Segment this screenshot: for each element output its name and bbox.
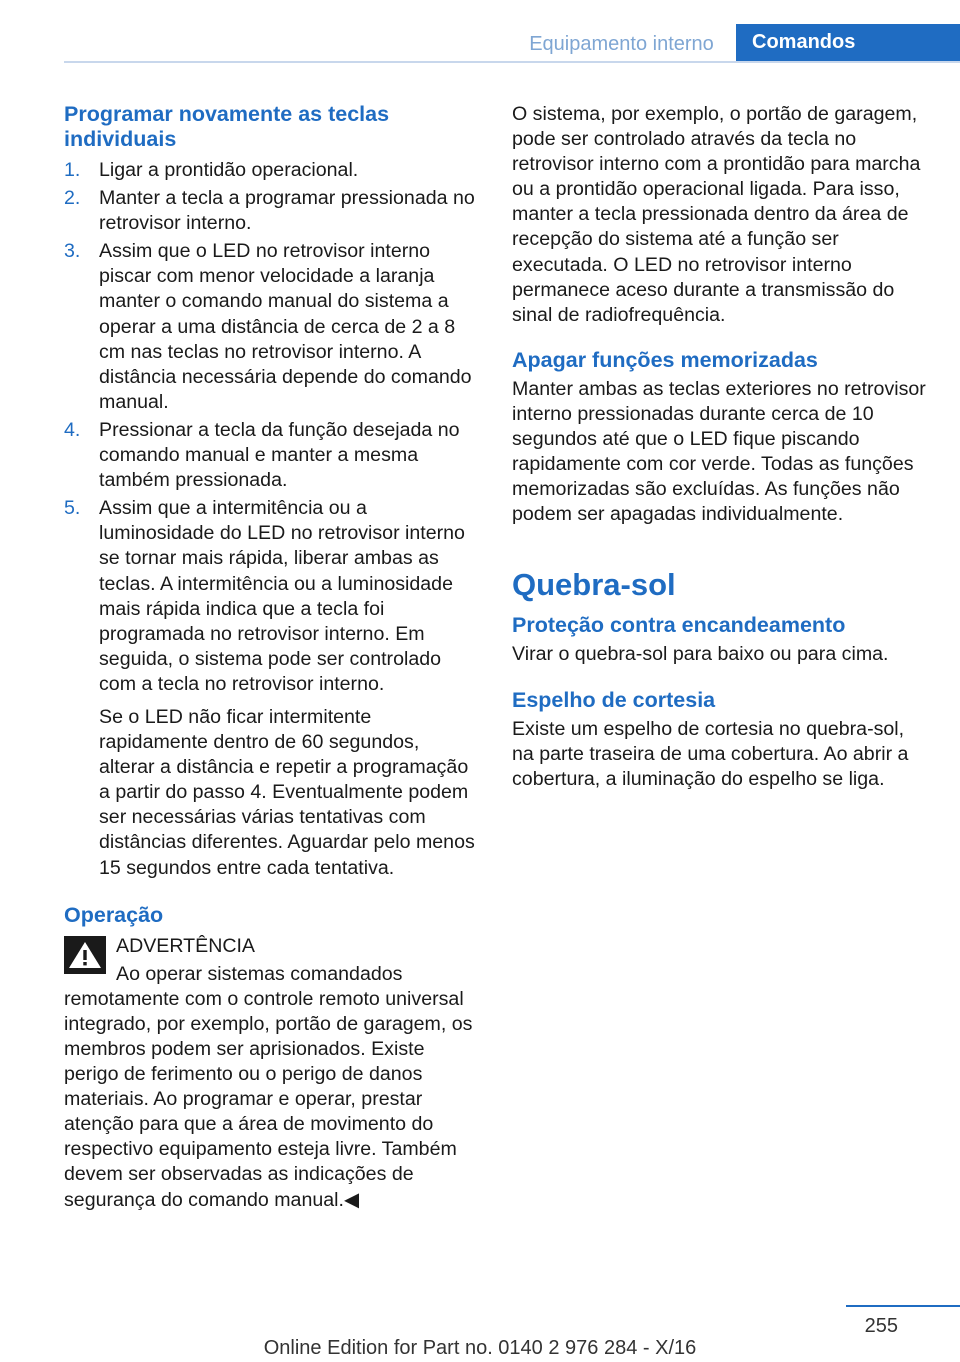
list-item <box>64 186 478 236</box>
heading-reprogram-keys: Programar novamente as teclas individuais <box>64 102 390 151</box>
step5-note: Se o LED não ficar intermitente rapidamente dentro de 60 segundos, alterar a distância e repetir a programação a partir do passo 4. Eventualmente podem ser necessárias várias tentativas com distâncias diferentes. Aguardar pelo menos 15 segundos entre cada tentativa. <box>99 705 475 879</box>
header-chapter-tab: Comandos <box>736 24 960 61</box>
right-column <box>512 102 926 792</box>
list-item <box>64 239 478 415</box>
list-item <box>64 418 478 493</box>
paragraph-vanity-mirror: Existe um espelho de cortesia no quebra-sol, na parte traseira de uma cobertura. Ao abrir a cobertura, a iluminação do espelho se liga. <box>512 717 909 790</box>
warning-title: ADVERTÊNCIA <box>116 934 256 957</box>
page-number-rule <box>846 1305 960 1307</box>
reprogram-steps-list <box>64 158 478 881</box>
warning-text: Ao operar sistemas comandados remotamente com o controle remoto universal integrado, por exemplo, portão de garagem, os membros podem ser aprisionados. Existe perigo de ferimento ou o perigo de danos materiais. Ao programar e operar, prestar atenção para que a área de movimento do respectivo equipamento esteja livre. Também devem ser observadas as indicações de segurança do comando manual.◀ <box>64 962 473 1211</box>
heading-delete-functions: Apagar funções memorizadas <box>512 347 818 372</box>
paragraph-delete-functions: Manter ambas as teclas exteriores no retrovisor interno pressionadas durante cerca de 10 segundos até que o LED fique piscando rapidamente com cor verde. Todas as funções memorizadas são excluídas. As funções não podem ser apagadas individualmente. <box>512 377 926 526</box>
paragraph-glare-protection: Virar o quebra-sol para baixo ou para cima. <box>512 643 889 666</box>
step-number: 2. <box>64 187 81 210</box>
step-number: 1. <box>64 159 81 181</box>
step-text: Manter a tecla a programar pressionada no retrovisor interno. <box>99 187 475 235</box>
left-column <box>64 102 478 1213</box>
edition-footer: Online Edition for Part no. 0140 2 976 284 - X/16 <box>263 1337 697 1359</box>
heading-sun-visor: Quebra-sol <box>512 567 676 603</box>
step-number: 3. <box>64 240 81 263</box>
step-text: Pressionar a tecla da função desejada no comando manual e manter a mesma também pressionada. <box>99 418 460 492</box>
list-item <box>64 496 478 880</box>
paragraph-control-system: O sistema, por exemplo, o portão de garagem, pode ser controlado através da tecla no retrovisor interno com a prontidão para marcha ou a prontidão operacional ligada. Para isso, manter a tecla pressionada dentro da área de recepção do sistema até a função ser executada. O LED no retrovisor interno permanece aceso durante a transmissão do sinal de radiofrequência. <box>512 103 921 326</box>
header-section-label: Equipamento interno <box>529 33 714 55</box>
step-number: 5. <box>64 497 81 520</box>
step-number: 4. <box>64 418 81 441</box>
heading-glare-protection: Proteção contra encandeamento <box>512 613 846 638</box>
page-number: 255 <box>864 1315 898 1337</box>
warning-block <box>64 934 478 1213</box>
heading-operation: Operação <box>64 902 164 927</box>
step-text: Assim que a intermitência ou a luminosidade do LED no retrovisor interno se tornar mais rápida, liberar ambas as teclas. A intermitência ou a luminosidade mais rápida indica que a tecla foi programada no retrovisor interno. Em seguida, o sistema pode ser controlado com a tecla no retrovisor interno. <box>99 497 465 695</box>
warning-icon <box>64 936 106 974</box>
step-text: Assim que o LED no retrovisor interno piscar com menor velocidade a laranja manter o comando manual do sistema a operar a uma distância de cerca de 2 a 8 cm nas teclas no retrovisor interno. A distância necessária depende do comando manual. <box>99 240 472 413</box>
list-item <box>64 158 478 183</box>
step-text: Ligar a prontidão operacional. <box>99 159 359 181</box>
header-divider <box>64 61 960 63</box>
heading-vanity-mirror: Espelho de cortesia <box>512 687 716 712</box>
